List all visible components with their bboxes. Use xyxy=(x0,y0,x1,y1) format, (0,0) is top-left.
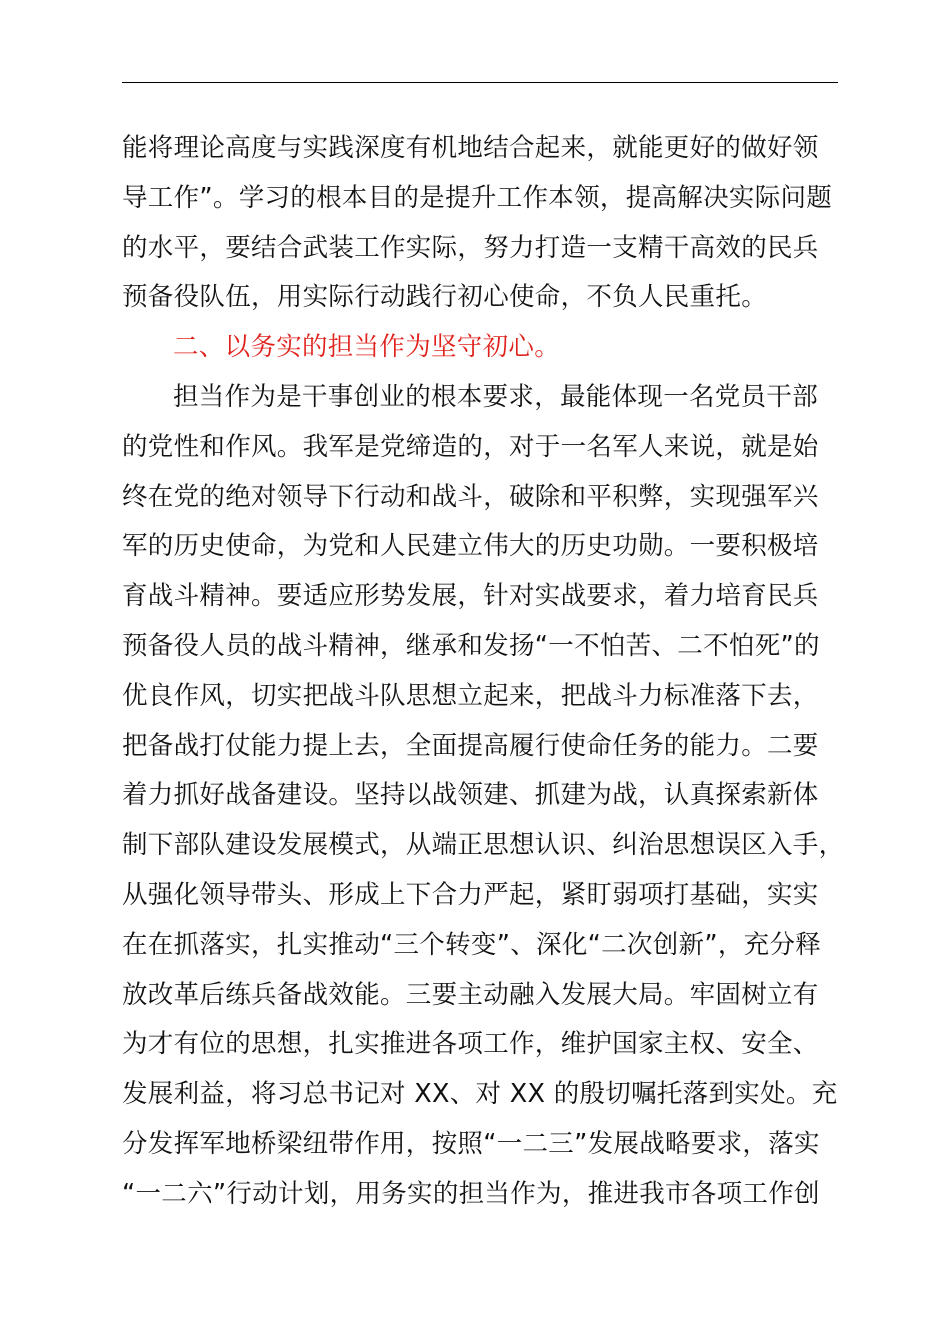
text-line: 优良作风，切实把战斗队思想立起来，把战斗力标准落下去， xyxy=(122,680,819,711)
text-line: 放改革后练兵备战效能。三要主动融入发展大局。牢固树立有 xyxy=(122,979,819,1010)
text-line: 预备役队伍，用实际行动践行初心使命，不负人民重托。 xyxy=(122,282,768,313)
section-heading: 二、以务实的担当作为坚守初心。 xyxy=(173,332,561,363)
text-line: 分发挥军地桥梁纽带作用，按照“一二三”发展战略要求，落实 xyxy=(122,1128,820,1159)
text-line: 着力抓好战备建设。坚持以战领建、抓建为战，认真探索新体 xyxy=(122,780,819,811)
text-line: 预备役人员的战斗精神，继承和发扬“一不怕苦、二不怕死”的 xyxy=(122,630,820,661)
text-line: 育战斗精神。要适应形势发展，针对实战要求，着力培育民兵 xyxy=(122,581,819,612)
text-line: 发展利益，将习总书记对 XX、对 XX 的殷切嘱托落到实处。充 xyxy=(122,1079,838,1110)
paragraph-responsibility xyxy=(122,373,862,1220)
text-line: 把备战打仗能力提上去，全面提高履行使命任务的能力。二要 xyxy=(122,730,819,761)
paragraph-continued xyxy=(122,124,862,323)
header-rule xyxy=(122,82,838,83)
text-line: 的党性和作风。我军是党缔造的，对于一名军人来说，就是始 xyxy=(122,431,819,462)
document-body xyxy=(122,124,862,1220)
text-line: 为才有位的思想，扎实推进各项工作，维护国家主权、安全、 xyxy=(122,1029,819,1060)
text-line: 终在党的绝对领导下行动和战斗，破除和平积弊，实现强军兴 xyxy=(122,481,819,512)
text-line: 能将理论高度与实践深度有机地结合起来，就能更好的做好领 xyxy=(122,133,819,163)
text-line: 制下部队建设发展模式，从端正思想认识、纠治思想误区入手， xyxy=(122,830,845,861)
text-line: 从强化领导带头、形成上下合力严起，紧盯弱项打基础，实实 xyxy=(122,879,819,910)
text-line: 的水平，要结合武装工作实际，努力打造一支精干高效的民兵 xyxy=(122,232,819,263)
text-line: 导工作”。学习的根本目的是提升工作本领，提高解决实际问题 xyxy=(122,182,833,213)
text-line: “一二六”行动计划，用务实的担当作为，推进我市各项工作创 xyxy=(122,1178,820,1209)
text-line: 军的历史使命，为党和人民建立伟大的历史功勋。一要积极培 xyxy=(122,531,819,562)
text-line: 在在抓落实，扎实推动“三个转变”、深化“二次创新”，充分释 xyxy=(122,929,822,960)
text-line: 担当作为是干事创业的根本要求，最能体现一名党员干部 xyxy=(173,381,819,412)
